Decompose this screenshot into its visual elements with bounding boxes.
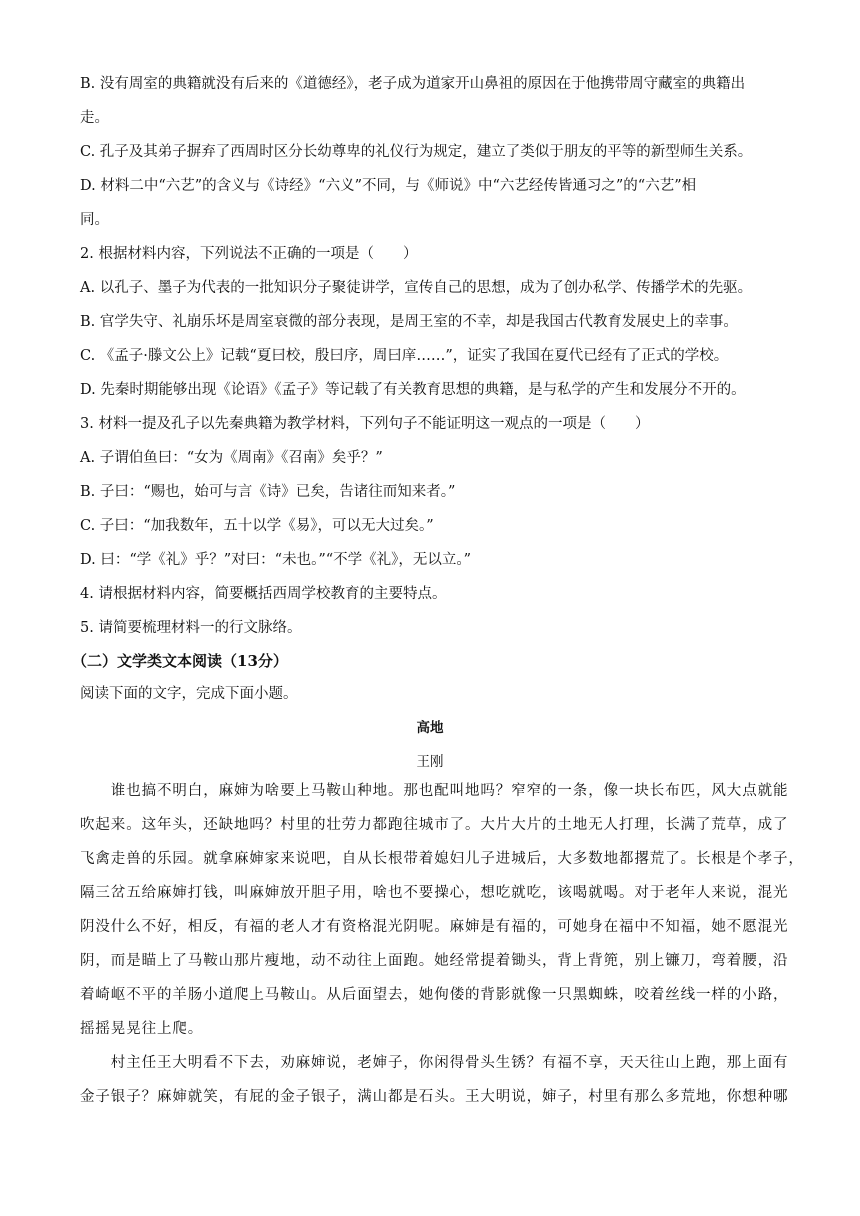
option-2d: D. 先秦时期能够出现《论语》《孟子》等记载了有关教育思想的典籍，是与私学的产生和发展分不开的。 <box>80 382 746 398</box>
story-line: 阴没什么不好，相反，有福的老人才有资格混光阴呢。麻婶是有福的，可她身在福中不知福，她不愿混光 <box>80 919 789 935</box>
option-2a: A. 以孔子、墨子为代表的一批知识分子聚徒讲学，宣传自己的思想，成为了创办私学、传播学术的先驱。 <box>80 280 753 296</box>
option-1b-line2: 走。 <box>80 110 109 126</box>
option-1d-line2: 同。 <box>80 212 109 228</box>
story-line: 村主任王大明看不下去，劝麻婶说，老婶子，你闲得骨头生锈？有福不享，天天往山上跑，那上面有 <box>80 1055 789 1071</box>
story-line: 谁也搞不明白，麻婶为啥要上马鞍山种地。那也配叫地吗？窄窄的一条，像一块长布匹，风大点就能 <box>80 783 789 799</box>
option-3d: D. 曰：“学《礼》乎？”对曰：“未也。”“不学《礼》，无以立。” <box>80 552 472 568</box>
story-line: 摇摇晃晃往上爬。 <box>80 1021 204 1037</box>
option-1b-line1: B. 没有周室的典籍就没有后来的《道德经》，老子成为道家开山鼻祖的原因在于他携带周守藏室的典籍出 <box>80 76 746 92</box>
story-line: 飞禽走兽的乐园。就拿麻婶家来说吧，自从长根带着媳妇儿子进城后，大多数地都撂荒了。长根是个孝子， <box>80 851 804 867</box>
option-3a: A. 子谓伯鱼曰：“女为《周南》《召南》矣乎？” <box>80 450 383 466</box>
story-title: 高地 <box>416 720 444 736</box>
story-line: 金子银子？麻婶就笑，有屁的金子银子，满山都是石头。王大明说，婶子，村里有那么多荒地，你想种哪 <box>80 1089 789 1105</box>
question-3-stem: 3. 材料一提及孔子以先秦典籍为教学材料，下列句子不能证明这一观点的一项是（ ） <box>80 416 650 432</box>
option-3b: B. 子曰：“赐也，始可与言《诗》已矣，告诸往而知来者。” <box>80 484 456 500</box>
option-2b: B. 官学失守、礼崩乐坏是周室衰微的部分表现，是周王室的不幸，却是我国古代教育发展史上的幸事。 <box>80 314 738 330</box>
story-line: 着崎岖不平的羊肠小道爬上马鞍山。从后面望去，她佝偻的背影就像一只黑蜘蛛，咬着丝线一样的小路， <box>80 987 789 1003</box>
option-1c: C. 孔子及其弟子摒弃了西周时区分长幼尊卑的礼仪行为规定，建立了类似于朋友的平等的新型师生关系。 <box>80 144 753 160</box>
question-4: 4. 请根据材料内容，简要概括西周学校教育的主要特点。 <box>80 586 447 602</box>
question-5: 5. 请简要梳理材料一的行文脉络。 <box>80 620 302 636</box>
story-line: 阴，而是瞄上了马鞍山那片瘦地，动不动往上面跑。她经常提着锄头，背上背篼，别上镰刀，弯着腰，沿 <box>80 953 789 969</box>
option-3c: C. 子曰：“加我数年，五十以学《易》，可以无大过矣。” <box>80 518 434 534</box>
question-2-stem: 2. 根据材料内容，下列说法不正确的一项是（ ） <box>80 246 418 262</box>
option-2c: C. 《孟子·滕文公上》记载“夏曰校，殷曰序，周曰庠……”，证实了我国在夏代已经有了正式的学校。 <box>80 348 729 364</box>
story-author: 王刚 <box>416 754 444 770</box>
section-heading: （二）文学类文本阅读（13分） <box>72 652 288 670</box>
reading-instruction: 阅读下面的文字，完成下面小题。 <box>80 686 298 702</box>
option-1d-line1: D. 材料二中“六艺”的含义与《诗经》“六义”不同，与《师说》中“六艺经传皆通习之”的“六艺”相 <box>80 178 697 194</box>
story-line: 吹起来。这年头，还缺地吗？村里的壮劳力都跑往城市了。大片大片的土地无人打理，长满了荒草，成了 <box>80 817 789 833</box>
story-line: 隔三岔五给麻婶打钱，叫麻婶放开胆子用，啥也不要操心，想吃就吃，该喝就喝。对于老年人来说，混光 <box>80 885 789 901</box>
